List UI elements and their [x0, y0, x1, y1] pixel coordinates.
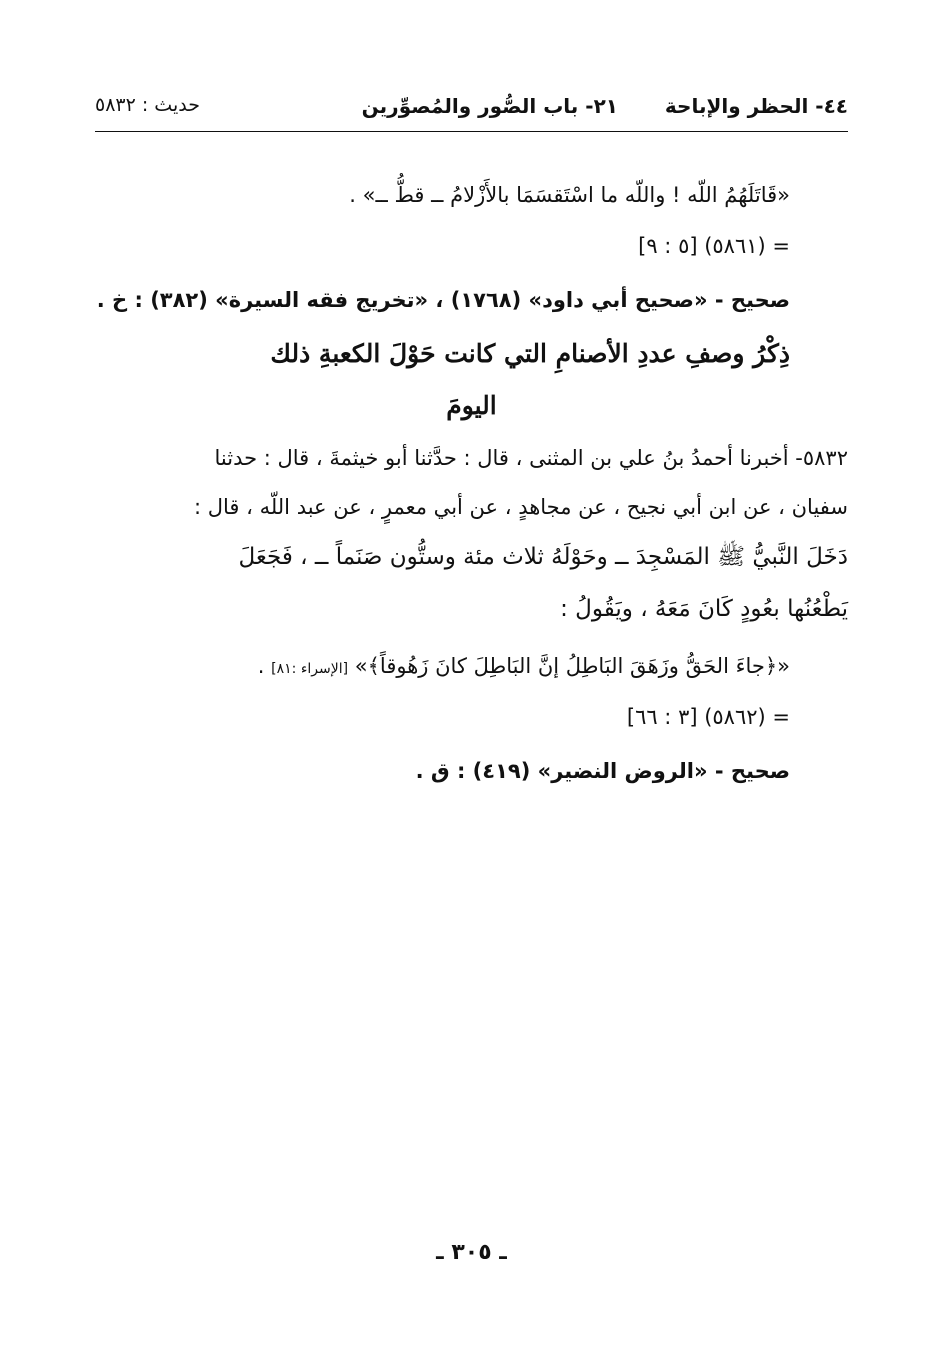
hadith-matn-line1: دَخَلَ النَّبيُّ ﷺ المَسْجِدَ ــ وحَوْلَهُ ثلاث مئة وستُّون صَنَماً ــ ، فَجَعَلَ	[238, 544, 848, 570]
verse-end-punct: .	[257, 654, 265, 678]
chapter-title: ٢١- باب الصُّور والمُصوِّرين	[361, 94, 618, 118]
hadith-isnad-line1: ٥٨٣٢- أخبرنا أحمدُ بنُ علي بن المثنى ، قال : حدَّثنا أبو خيثمةَ ، قال : حدثنا	[214, 446, 848, 470]
previous-hadith-ref: = (٥٨٦١) [٥ : ٩]	[638, 234, 790, 258]
hadith-matn-line2: يَطْعُنُها بعُودٍ كَانَ مَعَهُ ، ويَقُولُ :	[560, 596, 848, 622]
running-header	[95, 88, 848, 128]
book-title: ٤٤- الحظر والإباحة	[664, 94, 848, 118]
quran-verse-line	[258, 651, 790, 684]
verse-reference: [الإسراء :٨١]	[271, 661, 349, 677]
header-divider	[95, 131, 848, 132]
hadith-reference: حديث : ٥٨٣٢	[95, 94, 200, 116]
previous-hadith-quote-end: «قَاتَلَهُمُ اللّه ! واللّه ما اسْتَقسَمَا بالأَزْلامُ ــ قطُّ ــ» .	[349, 183, 790, 207]
hadith-ref: = (٥٨٦٢) [٣ : ٦٦]	[626, 705, 790, 729]
quran-verse: «﴿جاءَ الحَقُّ وزَهَقَ البَاطِلُ إنَّ البَاطِلَ كانَ زَهُوقاً﴾»	[354, 654, 790, 678]
previous-hadith-grading: صحيح - «صحيح أبي داود» (١٧٦٨) ، «تخريج فقه السيرة» (٣٨٢) : خ .	[96, 288, 790, 312]
hadith-isnad-line2: سفيان ، عن ابن أبي نجيح ، عن مجاهدٍ ، عن أبي معمرٍ ، عن عبد اللّه ، قال :	[194, 495, 848, 519]
section-heading-line2: اليومَ	[446, 391, 497, 420]
page-number: ـ ٣٠٥ ـ	[436, 1240, 507, 1265]
hadith-grading: صحيح - «الروض النضير» (٤١٩) : ق .	[415, 759, 790, 783]
section-heading-line1: ذِكْرُ وصفِ عددِ الأصنامِ التي كانت حَوْلَ الكعبةِ ذلك	[270, 339, 790, 368]
